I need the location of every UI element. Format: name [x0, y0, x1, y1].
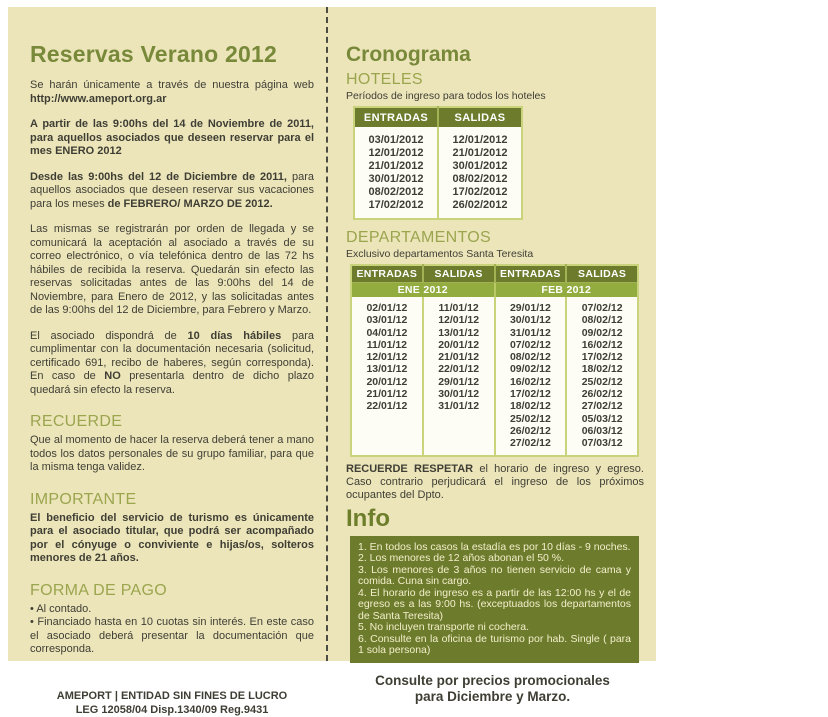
date-cell: 27/02/12: [495, 437, 567, 455]
table-row: [351, 437, 638, 455]
date-cell: 03/01/2012: [368, 134, 424, 146]
date-cell: 21/01/12: [423, 351, 495, 363]
date-cell: 08/02/2012: [368, 186, 424, 198]
date-cell: [423, 413, 495, 425]
date-cell: 26/02/12: [495, 425, 567, 437]
hoteles-table: [353, 106, 523, 220]
left-panel: [30, 41, 314, 717]
info-item-1: 1. En todos los casos la estadía es por 10 días - 9 noches.: [358, 540, 631, 553]
date-cell: 16/02/12: [566, 339, 638, 351]
date-cell: 22/01/12: [366, 400, 408, 413]
info-item-6: 6. Consulte en la oficina de turismo por hab. Single ( para 1 sola persona): [358, 632, 631, 657]
table-row: [351, 388, 638, 400]
table-row: [351, 314, 638, 326]
date-cell: 11/01/12: [366, 338, 408, 351]
col-header-entradas: ENTRADAS: [351, 265, 423, 283]
date-cell: 07/03/12: [566, 437, 638, 455]
date-cell: 18/02/12: [495, 400, 567, 412]
date-cell: 08/02/2012: [438, 173, 522, 186]
table-row: [351, 339, 638, 351]
month-header-feb: FEB 2012: [495, 283, 639, 298]
website-link[interactable]: http://www.ameport.org.ar: [30, 92, 167, 105]
brochure-page: [8, 7, 656, 716]
paragraph-website: [30, 79, 314, 106]
date-cell: 02/01/12: [366, 302, 408, 314]
table-row: [351, 425, 638, 437]
docs-text: presentarla dentro de dicho plazo quedará sin efecto la reserva.: [30, 370, 314, 396]
table-row: [354, 186, 522, 199]
table-row: [351, 327, 638, 339]
date-cell: 04/01/12: [366, 326, 408, 339]
date-cell: [351, 425, 423, 437]
date-cell: 20/01/12: [366, 375, 408, 388]
info-item-2: 2. Los menores de 12 años abonan el 50 %.: [358, 552, 565, 565]
date-cell: 29/01/12: [423, 376, 495, 388]
date-cell: 07/02/12: [495, 339, 567, 351]
info-item-4: 4. El horario de ingreso es a partir de las 12:00 hs y el de egreso es a las 9:00 hs. (exceptuados los departamentos de Santa Teresita): [358, 586, 631, 622]
date-cell: 26/02/2012: [438, 199, 522, 219]
dias-habiles-bold: 10 días hábiles: [187, 329, 282, 342]
paragraph-enero: A partir de las 9:00hs del 14 de Noviembre de 2011, para aquellos asociados que deseen reservar para el mes ENERO 2012: [30, 118, 314, 157]
date-cell: 30/01/12: [495, 314, 567, 326]
date-cell: 21/01/12: [366, 388, 408, 401]
table-row: [351, 413, 638, 425]
month-header-ene: ENE 2012: [351, 283, 495, 298]
date-cell: 22/01/12: [423, 363, 495, 375]
febrero-text: para aquellos asociados que deseen reservar sus vacaciones para los meses: [30, 170, 314, 210]
info-item-5: 5. No incluyen transporte ni cochera.: [358, 621, 530, 634]
footer-entity-line: AMEPORT | ENTIDAD SIN FINES DE LUCRO: [56, 689, 288, 702]
promo-message: [346, 673, 639, 705]
date-cell: [351, 437, 423, 455]
date-cell: 27/02/12: [566, 400, 638, 412]
date-cell: [351, 413, 423, 425]
date-cell: [423, 437, 495, 455]
paragraph-orden-llegada: Las mismas se registrarán por orden de llegada y se comunicará la aceptación al asociado a través de su correo electrónico, o vía telefónica dentro de las 72 hs hábiles de recibida la reserva. Quedarán sin efecto las reservas solicitadas antes de las 9:00hs del 14 de Noviembre, para Enero de 2012, y las solicitadas antes de las 9:00hs del 12 de Diciembre, para Febrero y Marzo.: [30, 223, 314, 316]
date-cell: 31/01/12: [495, 327, 567, 339]
paragraph-recuerde: Que al momento de hacer la reserva deberá tener a mano todos los datos personales de su grupo familiar, para que la misma tenga validez.: [30, 434, 314, 473]
date-cell: 11/01/12: [423, 297, 495, 314]
col-header-entradas: ENTRADAS: [495, 265, 567, 283]
month-header-row: [351, 283, 638, 298]
table-row: [354, 173, 522, 186]
date-cell: 18/02/12: [566, 363, 638, 375]
date-cell: 08/02/12: [495, 351, 567, 363]
table-row: [354, 199, 522, 219]
date-cell: 30/01/12: [423, 388, 495, 400]
right-panel: [346, 43, 644, 705]
table-row: [351, 363, 638, 375]
footer: [30, 689, 314, 717]
date-cell: 25/02/12: [566, 376, 638, 388]
info-title: Info: [346, 504, 390, 532]
date-cell: 12/01/12: [366, 351, 408, 364]
date-cell: 21/01/2012: [368, 160, 424, 172]
col-header-salidas: SALIDAS: [423, 265, 495, 283]
date-cell: 17/02/12: [566, 351, 638, 363]
col-header-salidas: SALIDAS: [438, 107, 522, 127]
date-cell: [423, 425, 495, 437]
paragraph-febrero-marzo: [30, 171, 314, 212]
date-cell: 25/02/12: [495, 413, 567, 425]
date-cell: 09/02/12: [495, 363, 567, 375]
docs-text: para cumplimentar con la documentación necesaria (solicitud, certificado 691, recibo de haberes, según corresponda). En caso de: [30, 329, 314, 382]
date-cell: 09/02/12: [566, 327, 638, 339]
info-item-3: 3. Los menores de 3 años no tienen servicio de cama y comida. Cuna sin cargo.: [358, 563, 631, 588]
docs-text: El asociado dispondrá de: [30, 329, 188, 342]
date-cell: 08/02/12: [566, 314, 638, 326]
date-cell: 12/01/2012: [438, 127, 522, 147]
note-bold-lead: RECUERDE RESPETAR: [346, 462, 474, 475]
heading-importante: IMPORTANTE: [30, 490, 137, 508]
paragraph-website-text: Se harán únicamente a través de nuestra página web: [30, 79, 314, 91]
date-cell: 05/03/12: [566, 413, 638, 425]
date-cell: 21/01/2012: [438, 147, 522, 160]
table-row: [351, 400, 638, 412]
table-row: [354, 147, 522, 160]
col-header-salidas: SALIDAS: [566, 265, 638, 283]
date-cell: 30/01/2012: [368, 173, 424, 185]
heading-recuerde: RECUERDE: [30, 413, 123, 430]
date-cell: 13/01/12: [366, 363, 408, 376]
departamentos-table: [350, 264, 639, 457]
febrero-months-bold: de FEBRERO/ MARZO DE 2012.: [107, 197, 273, 210]
date-cell: 17/02/2012: [438, 186, 522, 199]
date-cell: 30/01/2012: [438, 160, 522, 173]
heading-departamentos: DEPARTAMENTOS: [346, 229, 491, 246]
date-cell: 26/02/12: [566, 388, 638, 400]
no-bold: NO: [104, 370, 121, 382]
hoteles-caption: Períodos de ingreso para todos los hoteles: [346, 90, 546, 102]
promo-line-2: para Diciembre y Marzo.: [414, 688, 571, 704]
table-row: [351, 351, 638, 363]
fold-divider-dashed-line: [326, 7, 328, 661]
date-cell: 17/02/12: [495, 388, 567, 400]
heading-forma-de-pago: FORMA DE PAGO: [30, 581, 167, 599]
promo-line-1: Consulte por precios promocionales: [375, 672, 610, 688]
departamentos-header-row: [351, 265, 638, 283]
table-row: [351, 297, 638, 314]
table-row: [351, 376, 638, 388]
date-cell: 16/02/12: [495, 376, 567, 388]
date-cell: 20/01/12: [423, 339, 495, 351]
date-cell: 31/01/12: [423, 400, 495, 412]
hoteles-header-row: [354, 107, 522, 127]
paragraph-importante: El beneficio del servicio de turismo es únicamente para el asociado titular, que podrá ser acompañado por el cónyuge o conviviente e hijas/os, solteros menores de 21 años.: [30, 511, 314, 564]
date-cell: 12/01/2012: [368, 147, 424, 159]
date-cell: 13/01/12: [423, 327, 495, 339]
payment-option-contado: • Al contado.: [30, 603, 314, 617]
date-cell: 29/01/12: [495, 297, 567, 314]
cronograma-title: Cronograma: [346, 43, 471, 66]
date-cell: 06/03/12: [566, 425, 638, 437]
info-box: [350, 536, 639, 663]
date-cell: 07/02/12: [566, 297, 638, 314]
date-cell: 03/01/12: [366, 314, 408, 327]
col-header-entradas: ENTRADAS: [354, 107, 438, 127]
paragraph-documentacion: [30, 330, 314, 398]
heading-hoteles: HOTELES: [346, 71, 423, 88]
payment-option-financiado: • Financiado hasta en 10 cuotas sin interés. En este caso el asociado deberá presentar la documentación que corresponda.: [30, 616, 314, 657]
date-cell: 12/01/12: [423, 314, 495, 326]
departamentos-caption: Exclusivo departamentos Santa Teresita: [346, 248, 534, 260]
date-cell: 17/02/2012: [368, 199, 424, 211]
payment-options-list: [30, 603, 314, 657]
footer-registration-line: LEG 12058/04 Disp.1340/09 Reg.9431: [75, 703, 269, 716]
note-text: el horario de ingreso y egreso. Caso contrario perjudicará el ingreso de los próximos ocupantes del Dpto.: [346, 462, 644, 501]
ingreso-egreso-note: [346, 463, 644, 502]
table-row: [354, 160, 522, 173]
febrero-date-bold: Desde las 9:00hs del 12 de Diciembre de 2011,: [30, 170, 287, 183]
table-row: [354, 127, 522, 147]
page-title: Reservas Verano 2012: [30, 41, 277, 67]
